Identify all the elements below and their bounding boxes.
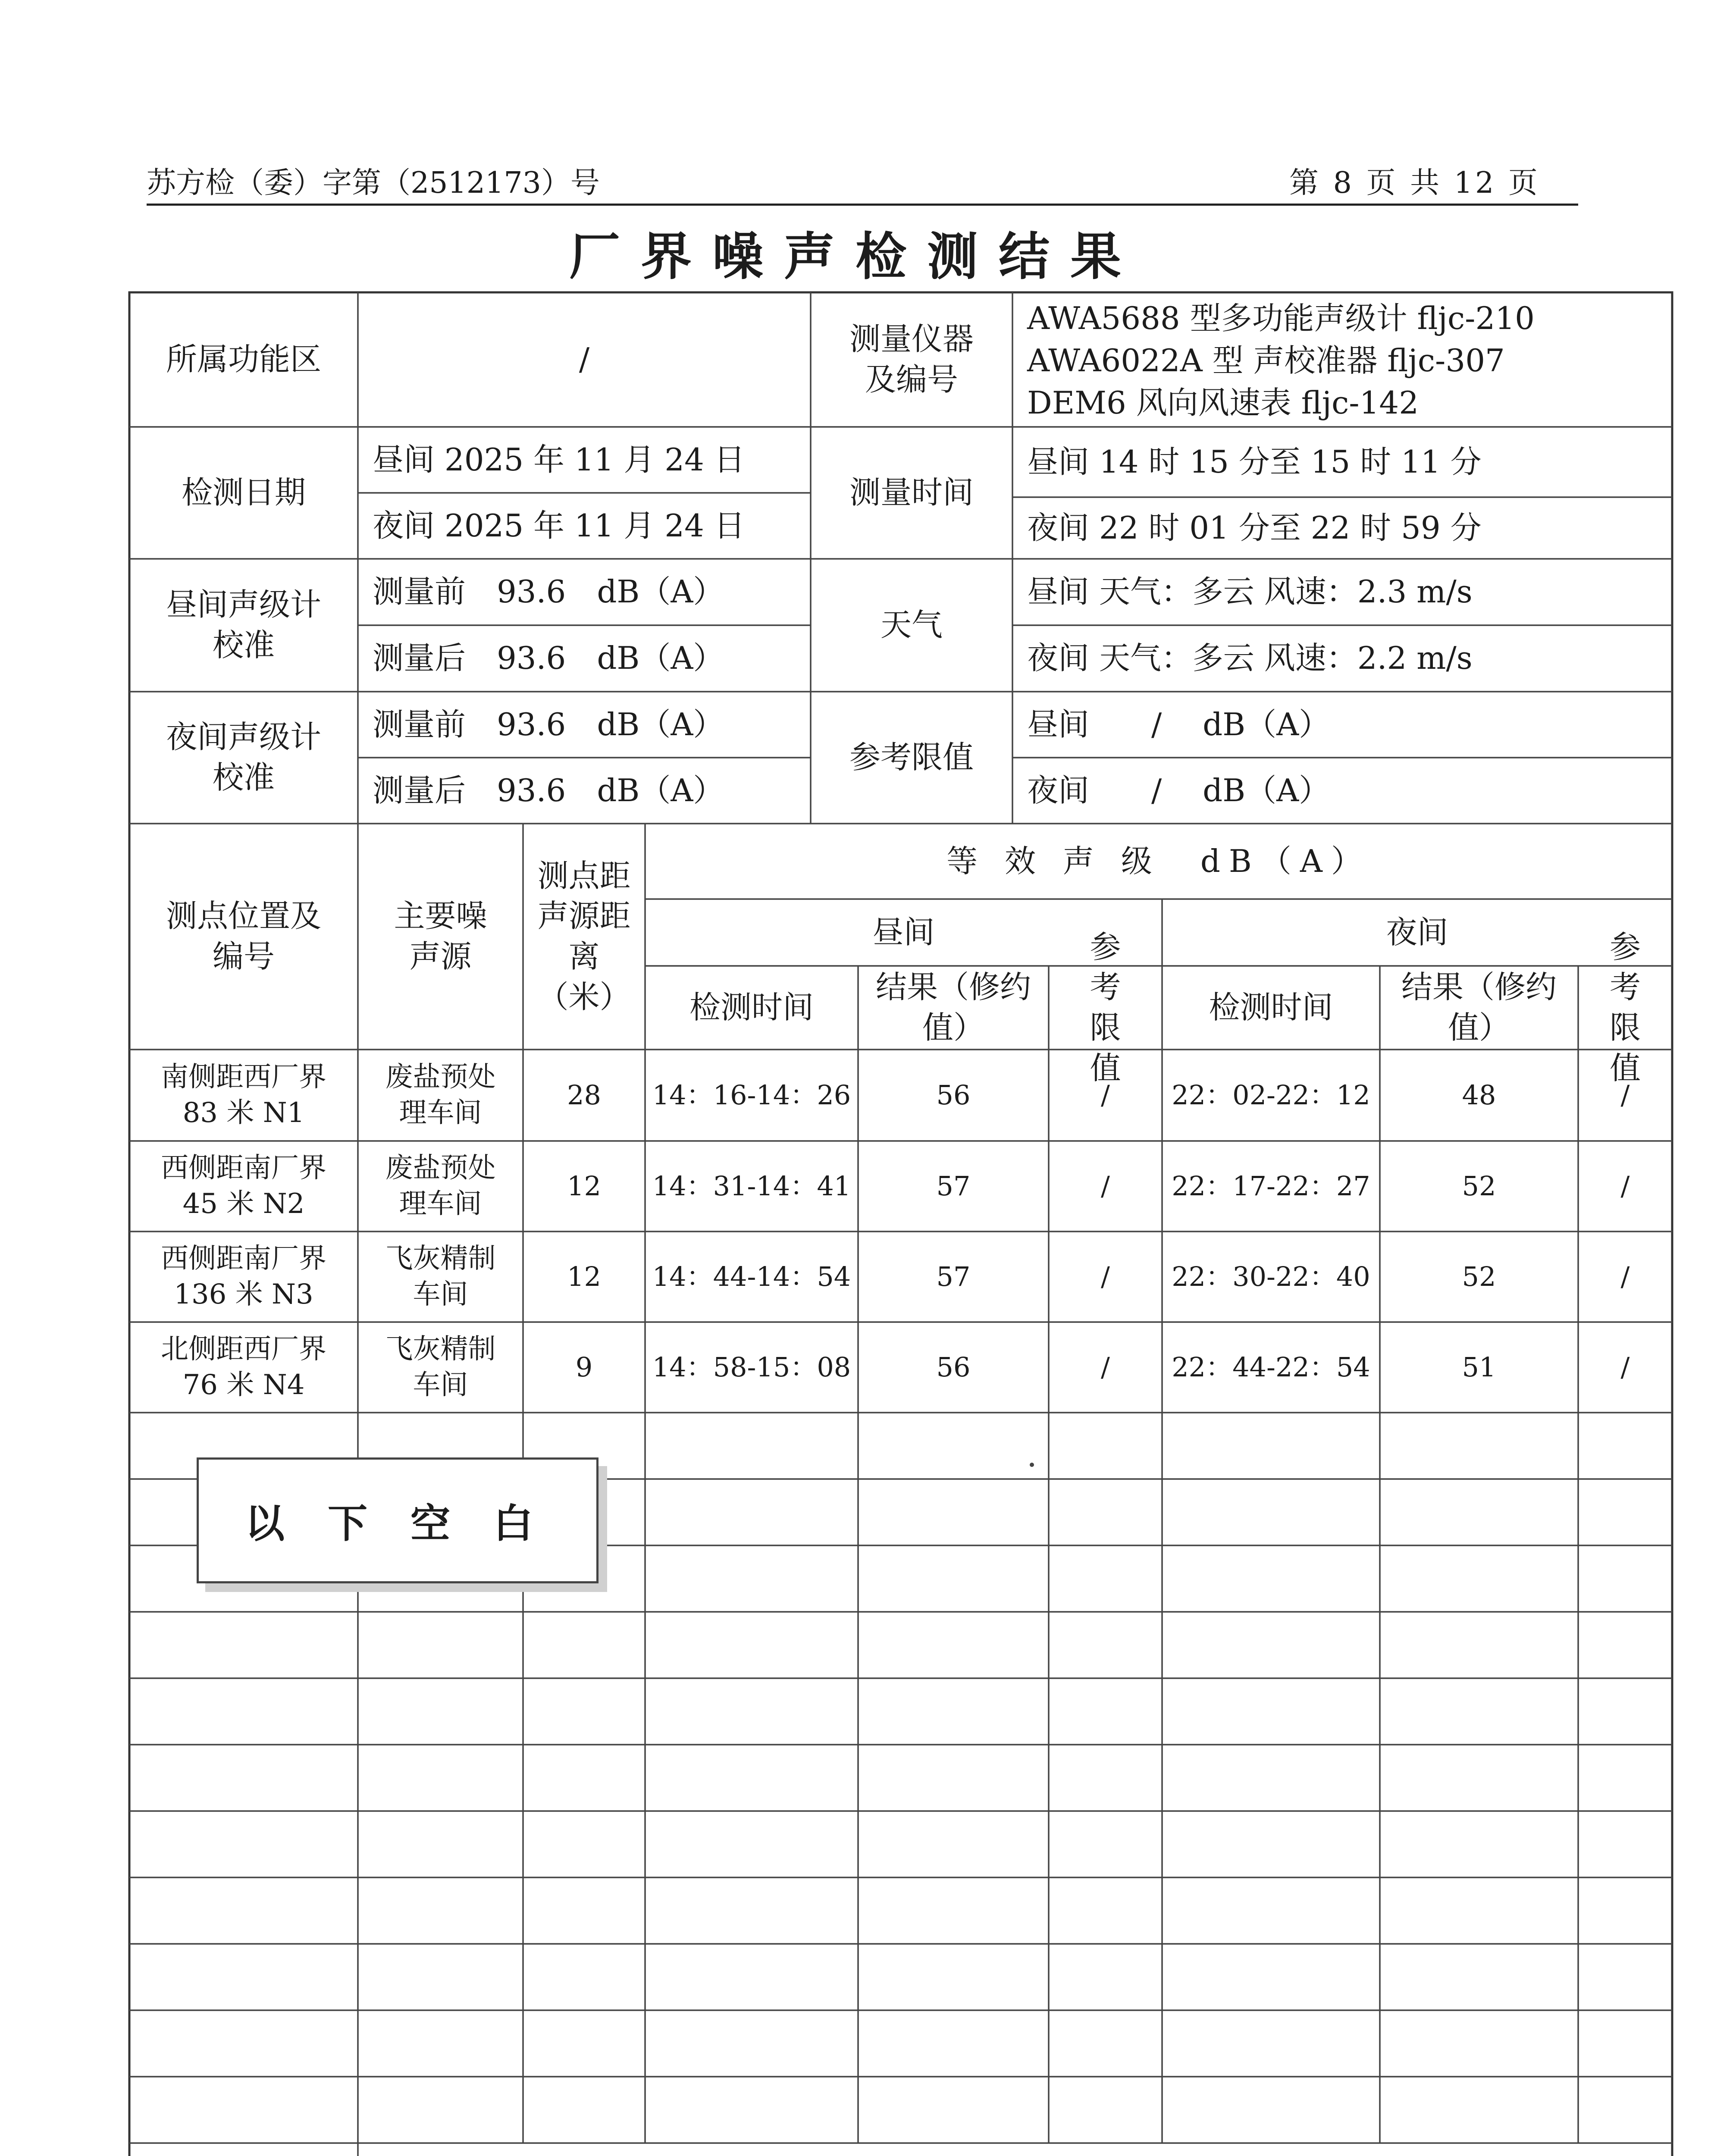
weather-night: 夜间 天气：多云 风速：2.2 m/s bbox=[1027, 640, 1473, 677]
col-night-result: 结果（修约值） bbox=[1401, 969, 1557, 1046]
date-night: 夜间 2025 年 11 月 24 日 bbox=[373, 507, 745, 544]
cal-day-label: 昼间声级计校准 bbox=[166, 586, 321, 663]
table-row-4-day-limit: / bbox=[1101, 1351, 1110, 1383]
limit-label: 参考限值 bbox=[849, 739, 974, 776]
table-row-4-source: 飞灰精制车间 bbox=[385, 1333, 496, 1401]
table-row-1-point: 南侧距西厂界83 米 N1 bbox=[161, 1061, 326, 1129]
cal-day-before: 测量前 93.6 dB（A） bbox=[373, 573, 724, 610]
time-day: 昼间 14 时 15 分至 15 时 11 分 bbox=[1027, 443, 1482, 480]
table-row-2-source: 废盐预处理车间 bbox=[385, 1152, 496, 1220]
time-night: 夜间 22 时 01 分至 22 时 59 分 bbox=[1027, 509, 1482, 546]
table-row-3-day-time: 14：44-14：54 bbox=[652, 1260, 851, 1292]
table-row-1-night-time: 22：02-22：12 bbox=[1172, 1079, 1370, 1111]
limit-day: 昼间 / dB（A） bbox=[1027, 706, 1330, 743]
table-row-4-day-result: 56 bbox=[936, 1351, 971, 1383]
col-day-result: 结果（修约值） bbox=[875, 969, 1031, 1046]
stray-dot bbox=[1030, 1463, 1034, 1467]
col-day: 昼间 bbox=[872, 914, 935, 950]
table-row-4-distance: 9 bbox=[575, 1351, 593, 1383]
table-row-3-day-limit: / bbox=[1101, 1260, 1110, 1292]
instrument-3: DEM6 风向风速表 fljc-142 bbox=[1027, 385, 1419, 421]
table-row-2-day-result: 57 bbox=[936, 1170, 971, 1202]
table-row-1-source: 废盐预处理车间 bbox=[385, 1061, 496, 1129]
zone-label: 所属功能区 bbox=[166, 341, 321, 378]
table-row-3-distance: 12 bbox=[567, 1260, 601, 1292]
table-row-3-night-limit: / bbox=[1620, 1260, 1630, 1292]
col-night: 夜间 bbox=[1386, 914, 1448, 950]
remark-1 bbox=[358, 2147, 1672, 2156]
table-row-1-night-result: 48 bbox=[1462, 1079, 1496, 1111]
col-leq: 等 效 声 级 dB（A） bbox=[946, 843, 1371, 879]
zone-value: / bbox=[579, 341, 590, 378]
instrument-label: 测量仪器及编号 bbox=[849, 321, 974, 398]
table-row-2-night-time: 22：17-22：27 bbox=[1172, 1170, 1370, 1202]
cal-night-after: 测量后 93.6 dB（A） bbox=[373, 772, 724, 808]
table-row-3-day-result: 57 bbox=[936, 1260, 971, 1292]
table-row-1-distance: 28 bbox=[567, 1079, 601, 1111]
table-row-1-day-time: 14：16-14：26 bbox=[652, 1079, 851, 1111]
table-row-4-night-limit: / bbox=[1620, 1351, 1630, 1383]
remarks-label bbox=[129, 2143, 358, 2156]
cal-night-before: 测量前 93.6 dB（A） bbox=[373, 706, 724, 743]
col-day-limit: 参考限值 bbox=[1090, 928, 1121, 1086]
table-row-2-distance: 12 bbox=[567, 1170, 601, 1202]
table-row-4-night-result: 51 bbox=[1462, 1351, 1496, 1383]
weather-day: 昼间 天气：多云 风速：2.3 m/s bbox=[1027, 573, 1473, 610]
table-row-1-day-result: 56 bbox=[936, 1079, 971, 1111]
blank-below-stamp: 以下空白 bbox=[197, 1457, 599, 1583]
cal-night-label: 夜间声级计校准 bbox=[166, 719, 321, 796]
col-distance: 测点距声源距离（米） bbox=[537, 857, 631, 1015]
table-row-3-night-time: 22：30-22：40 bbox=[1172, 1260, 1370, 1292]
col-day-time: 检测时间 bbox=[689, 989, 814, 1026]
cal-day-after: 测量后 93.6 dB（A） bbox=[373, 640, 724, 677]
page-info: 第 8 页 共 12 页 bbox=[1289, 166, 1540, 200]
instrument-2: AWA6022A 型 声校准器 fljc-307 bbox=[1027, 342, 1505, 379]
col-night-time: 检测时间 bbox=[1209, 989, 1333, 1026]
time-label: 测量时间 bbox=[849, 474, 974, 511]
table-row-4-day-time: 14：58-15：08 bbox=[652, 1351, 851, 1383]
table-row-2-night-limit: / bbox=[1620, 1170, 1630, 1202]
table-row-1-day-limit: / bbox=[1101, 1079, 1110, 1111]
table-row-3-source: 飞灰精制车间 bbox=[385, 1242, 496, 1310]
date-day: 昼间 2025 年 11 月 24 日 bbox=[373, 441, 745, 478]
table-row-3-point: 西侧距南厂界136 米 N3 bbox=[161, 1242, 326, 1310]
table-row-2-day-time: 14：31-14：41 bbox=[652, 1170, 851, 1202]
col-point: 测点位置及编号 bbox=[166, 898, 321, 975]
table-row-4-night-time: 22：44-22：54 bbox=[1172, 1351, 1370, 1383]
table-row-1-night-limit: / bbox=[1620, 1079, 1630, 1111]
limit-night: 夜间 / dB（A） bbox=[1027, 772, 1330, 808]
table-row-2-point: 西侧距南厂界45 米 N2 bbox=[161, 1152, 326, 1220]
instrument-1: AWA5688 型多功能声级计 fljc-210 bbox=[1027, 300, 1535, 337]
date-label: 检测日期 bbox=[181, 474, 306, 511]
table-row-2-day-limit: / bbox=[1101, 1170, 1110, 1202]
table-row-4-point: 北侧距西厂界76 米 N4 bbox=[161, 1333, 326, 1401]
col-night-limit: 参考限值 bbox=[1609, 928, 1641, 1086]
page-title: 厂界噪声检测结果 bbox=[569, 226, 1142, 286]
weather-label: 天气 bbox=[880, 607, 943, 643]
report-number: 苏方检（委）字第（2512173）号 bbox=[147, 166, 600, 200]
table-row-2-night-result: 52 bbox=[1462, 1170, 1496, 1202]
table-row-3-night-result: 52 bbox=[1462, 1260, 1496, 1292]
col-source: 主要噪声源 bbox=[394, 898, 487, 975]
